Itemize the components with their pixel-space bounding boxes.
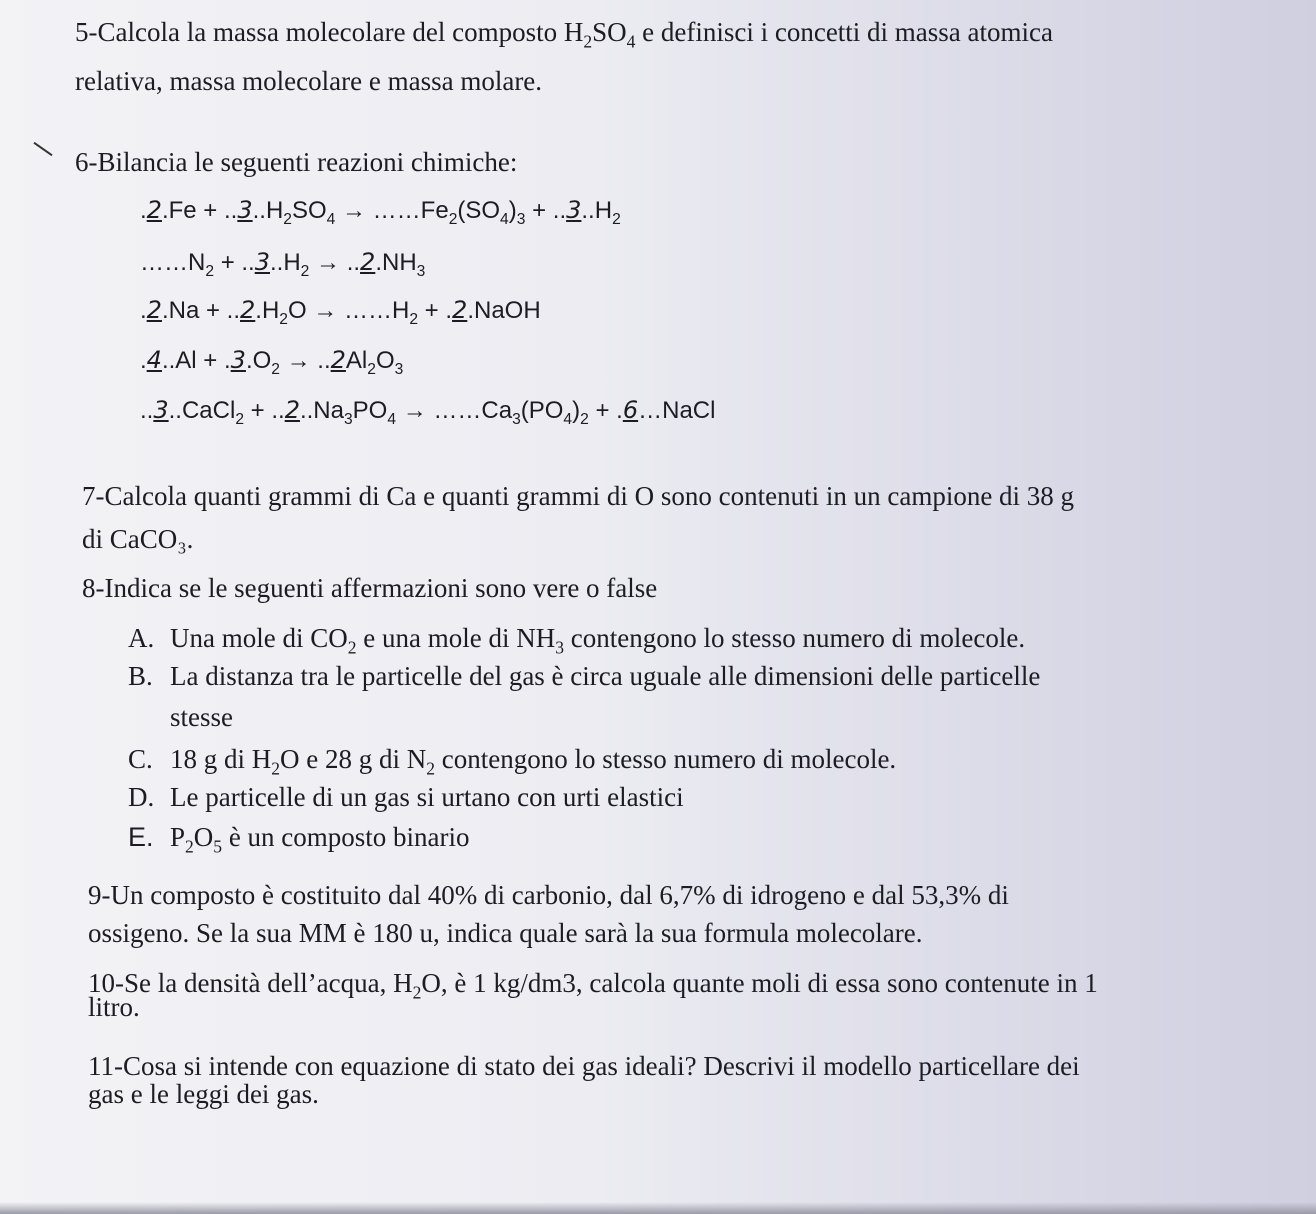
coef-r4-o2: 3 (230, 346, 246, 374)
q8-option-c: C. 18 g di $H_2O$ e 28 g di $N_2$ contengono lo stesso numero di molecole. (128, 744, 897, 779)
q8-option-b-cont: stesse (170, 702, 233, 732)
reaction-5: ..3..CaCl$_2$ + $..2..Na_3PO_4$ → $\dots\dots Ca_3(PO_4)_2$ + .6…NaCl (140, 396, 716, 428)
coef-r1-h2: 3 (566, 196, 582, 224)
coef-r1-h2so4: 3 (237, 196, 253, 224)
q8-option-b: B. La distanza tra le particelle del gas è circa uguale alle dimensioni delle particelle (128, 661, 1041, 691)
q8-option-a: A. Una mole di $CO_2$ e una mole di $NH_3$ contengono lo stesso numero di molecole. (128, 623, 1026, 658)
reaction-3: $.2.Na + ..2.H_2O$ → $\dots\dots H_2$ + .2.NaOH (140, 296, 541, 328)
coef-r1-fe: 2 (146, 196, 162, 224)
q7-line1: 7-Calcola quanti grammi di Ca e quanti grammi di O sono contenuti in un campione di 38 g (82, 481, 1075, 511)
coef-r3-na: 2 (146, 296, 162, 324)
reaction-4: $.4..Al + .3.O_2 \to ..2Al_2O_3$ (140, 346, 404, 378)
coef-r4-al: 4 (146, 346, 162, 374)
coef-r4-al2o3: 2 (330, 346, 346, 374)
coef-r2-nh3: 2 (360, 248, 376, 276)
reaction-2: $\dots\dots N_2 + ..3..H_2 \to ..2.NH_3$ (140, 248, 426, 280)
paper-bottom-edge (0, 1202, 1316, 1214)
coef-r5-na3po4: 2 (284, 396, 300, 424)
coef-r5-nacl: 6 (622, 396, 639, 424)
q9-line1: 9-Un composto è costituito dal 40% di carbonio, dal 6,7% di idrogeno e dal 53,3% di (88, 880, 1009, 910)
q9-line2: ossigeno. Se la sua MM è 180 u, indica quale sarà la sua formula molecolare. (88, 918, 923, 948)
q10-line1: 10-Se la densità dell’acqua, $H_2O$, è 1 kg/dm3, calcola quante moli di essa sono contenute in 1 (88, 968, 1098, 1003)
q10-line2: litro. (88, 992, 140, 1022)
q8-title: 8-Indica se le seguenti affermazioni sono vere o false (82, 573, 658, 603)
q8-option-e: E. $P_2O_5$ è un composto binario (128, 822, 470, 857)
q5-line1: 5-Calcola la massa molecolare del composto $H_2SO_4$ e definisci i concetti di massa atomica (75, 17, 1053, 52)
coef-r5-cacl2: 3 (153, 396, 169, 424)
margin-mark (33, 142, 52, 156)
reaction-1: $.2.Fe + ..3..H_2SO_4$ → $\dots\dots Fe_2(SO_4)_3 + ..3..H_2$ (140, 196, 621, 228)
q7-line2: di CaCO₃. (82, 524, 194, 554)
q5-line2: relativa, massa molecolare e massa molare. (75, 66, 543, 96)
coef-r2-h2: 3 (254, 248, 270, 276)
q11-line2: gas e le leggi dei gas. (88, 1079, 319, 1109)
coef-r3-h2o: 2 (240, 296, 256, 324)
q6-title: 6-Bilancia le seguenti reazioni chimiche: (75, 147, 518, 177)
q11-line1: 11-Cosa si intende con equazione di stato dei gas ideali? Descrivi il modello particellare dei (88, 1051, 1080, 1081)
coef-r3-naoh: 2 (452, 296, 468, 324)
q8-option-d: D. Le particelle di un gas si urtano con urti elastici (128, 782, 684, 812)
